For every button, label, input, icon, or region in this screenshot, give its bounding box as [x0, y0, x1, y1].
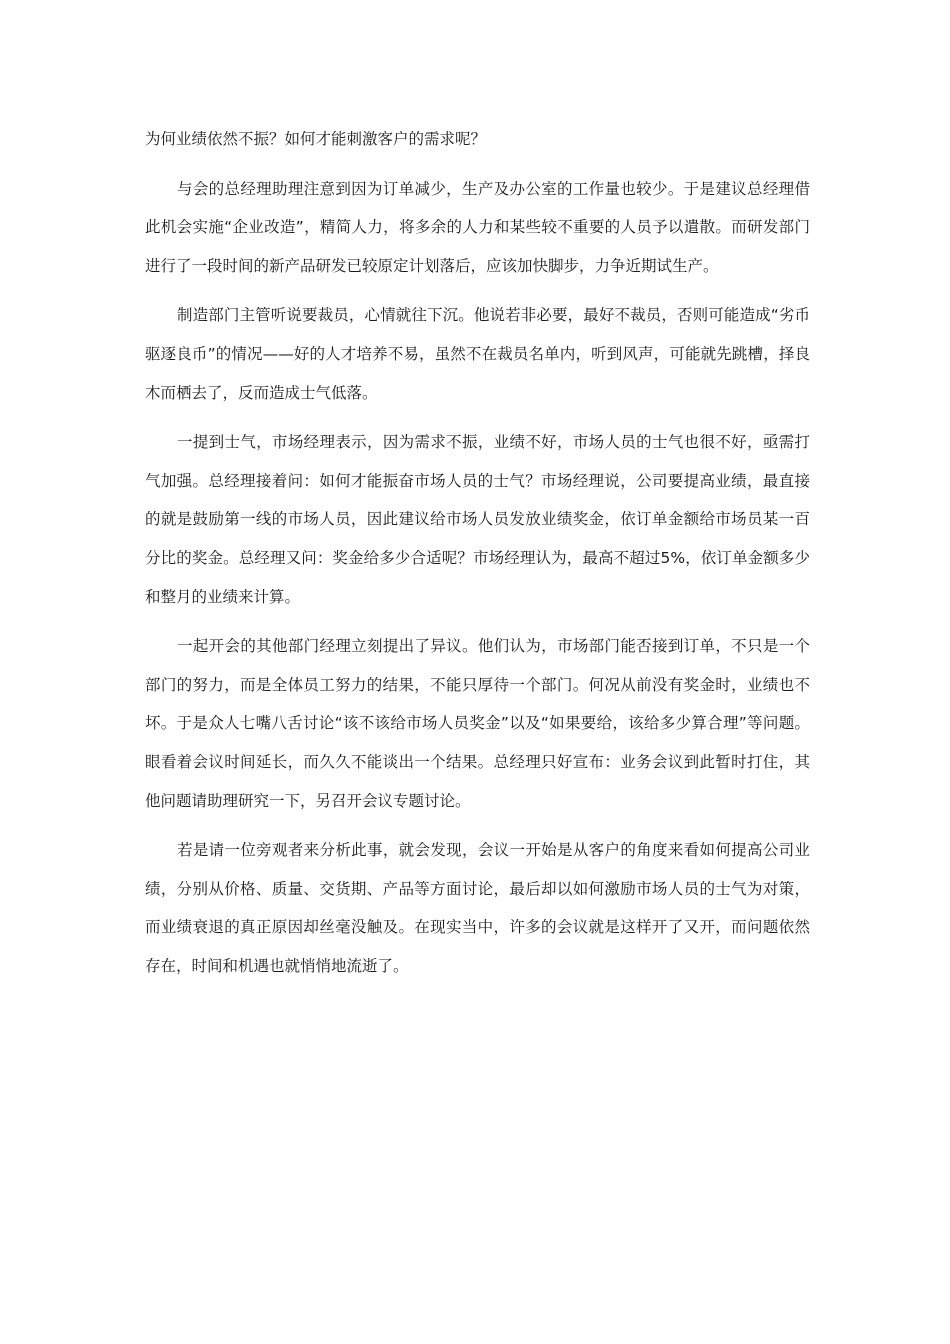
paragraph-assistant-proposal: 与会的总经理助理注意到因为订单减少，生产及办公室的工作量也较少。于是建议总经理借此机会实施“企业改造”，精简人力，将多余的人力和某些较不重要的人员予以遣散。而研发部门进行了一段时间的新产品研发已较原定计划落后，应该加快脚步，力争近期试生产。 [145, 179, 810, 275]
paragraph-market-morale: 一提到士气，市场经理表示，因为需求不振，业绩不好，市场人员的士气也很不好，亟需打气加强。总经理接着问：如何才能振奋市场人员的士气？市场经理说，公司要提高业绩，最直接的就是鼓励第一线的市场人员，因此建议给市场人员发放业绩奖金，依订单金额给市场员某一百分比的奖金。总经理又问：奖金给多少合适呢？市场经理认为，最高不超过5%，依订单金额多少和整月的业绩来计算。 [145, 433, 810, 606]
paragraph-objection: 一起开会的其他部门经理立刻提出了异议。他们认为，市场部门能否接到订单，不只是一个部门的努力，而是全体员工努力的结果，不能只厚待一个部门。何况从前没有奖金时，业绩也不坏。于是众人七嘴八舌讨论“该不该给市场人员奖金”以及“如果要给，该给多少算合理”等问题。眼看着会议时间延长，而久久不能谈出一个结果。总经理只好宣布：业务会议到此暂时打住，其他问题请助理研究一下，另召开会议专题讨论。 [145, 637, 810, 810]
document-body [145, 120, 810, 996]
paragraph-continuation: 为何业绩依然不振？如何才能刺激客户的需求呢？ [145, 130, 487, 148]
paragraph-analysis: 若是请一位旁观者来分析此事，就会发现，会议一开始是从客户的角度来看如何提高公司业绩，分别从价格、质量、交货期、产品等方面讨论，最后却以如何激励市场人员的士气为对策，而业绩衰退的真正原因却丝毫没触及。在现实当中，许多的会议就是这样开了又开，而问题依然存在，时间和机遇也就悄悄地流逝了。 [145, 841, 810, 975]
paragraph-manufacturing-concern: 制造部门主管听说要裁员，心情就往下沉。他说若非必要，最好不裁员，否则可能造成“劣币驱逐良币”的情况——好的人才培养不易，虽然不在裁员名单内，听到风声，可能就先跳槽，择良木而栖去了，反而造成士气低落。 [145, 306, 810, 402]
